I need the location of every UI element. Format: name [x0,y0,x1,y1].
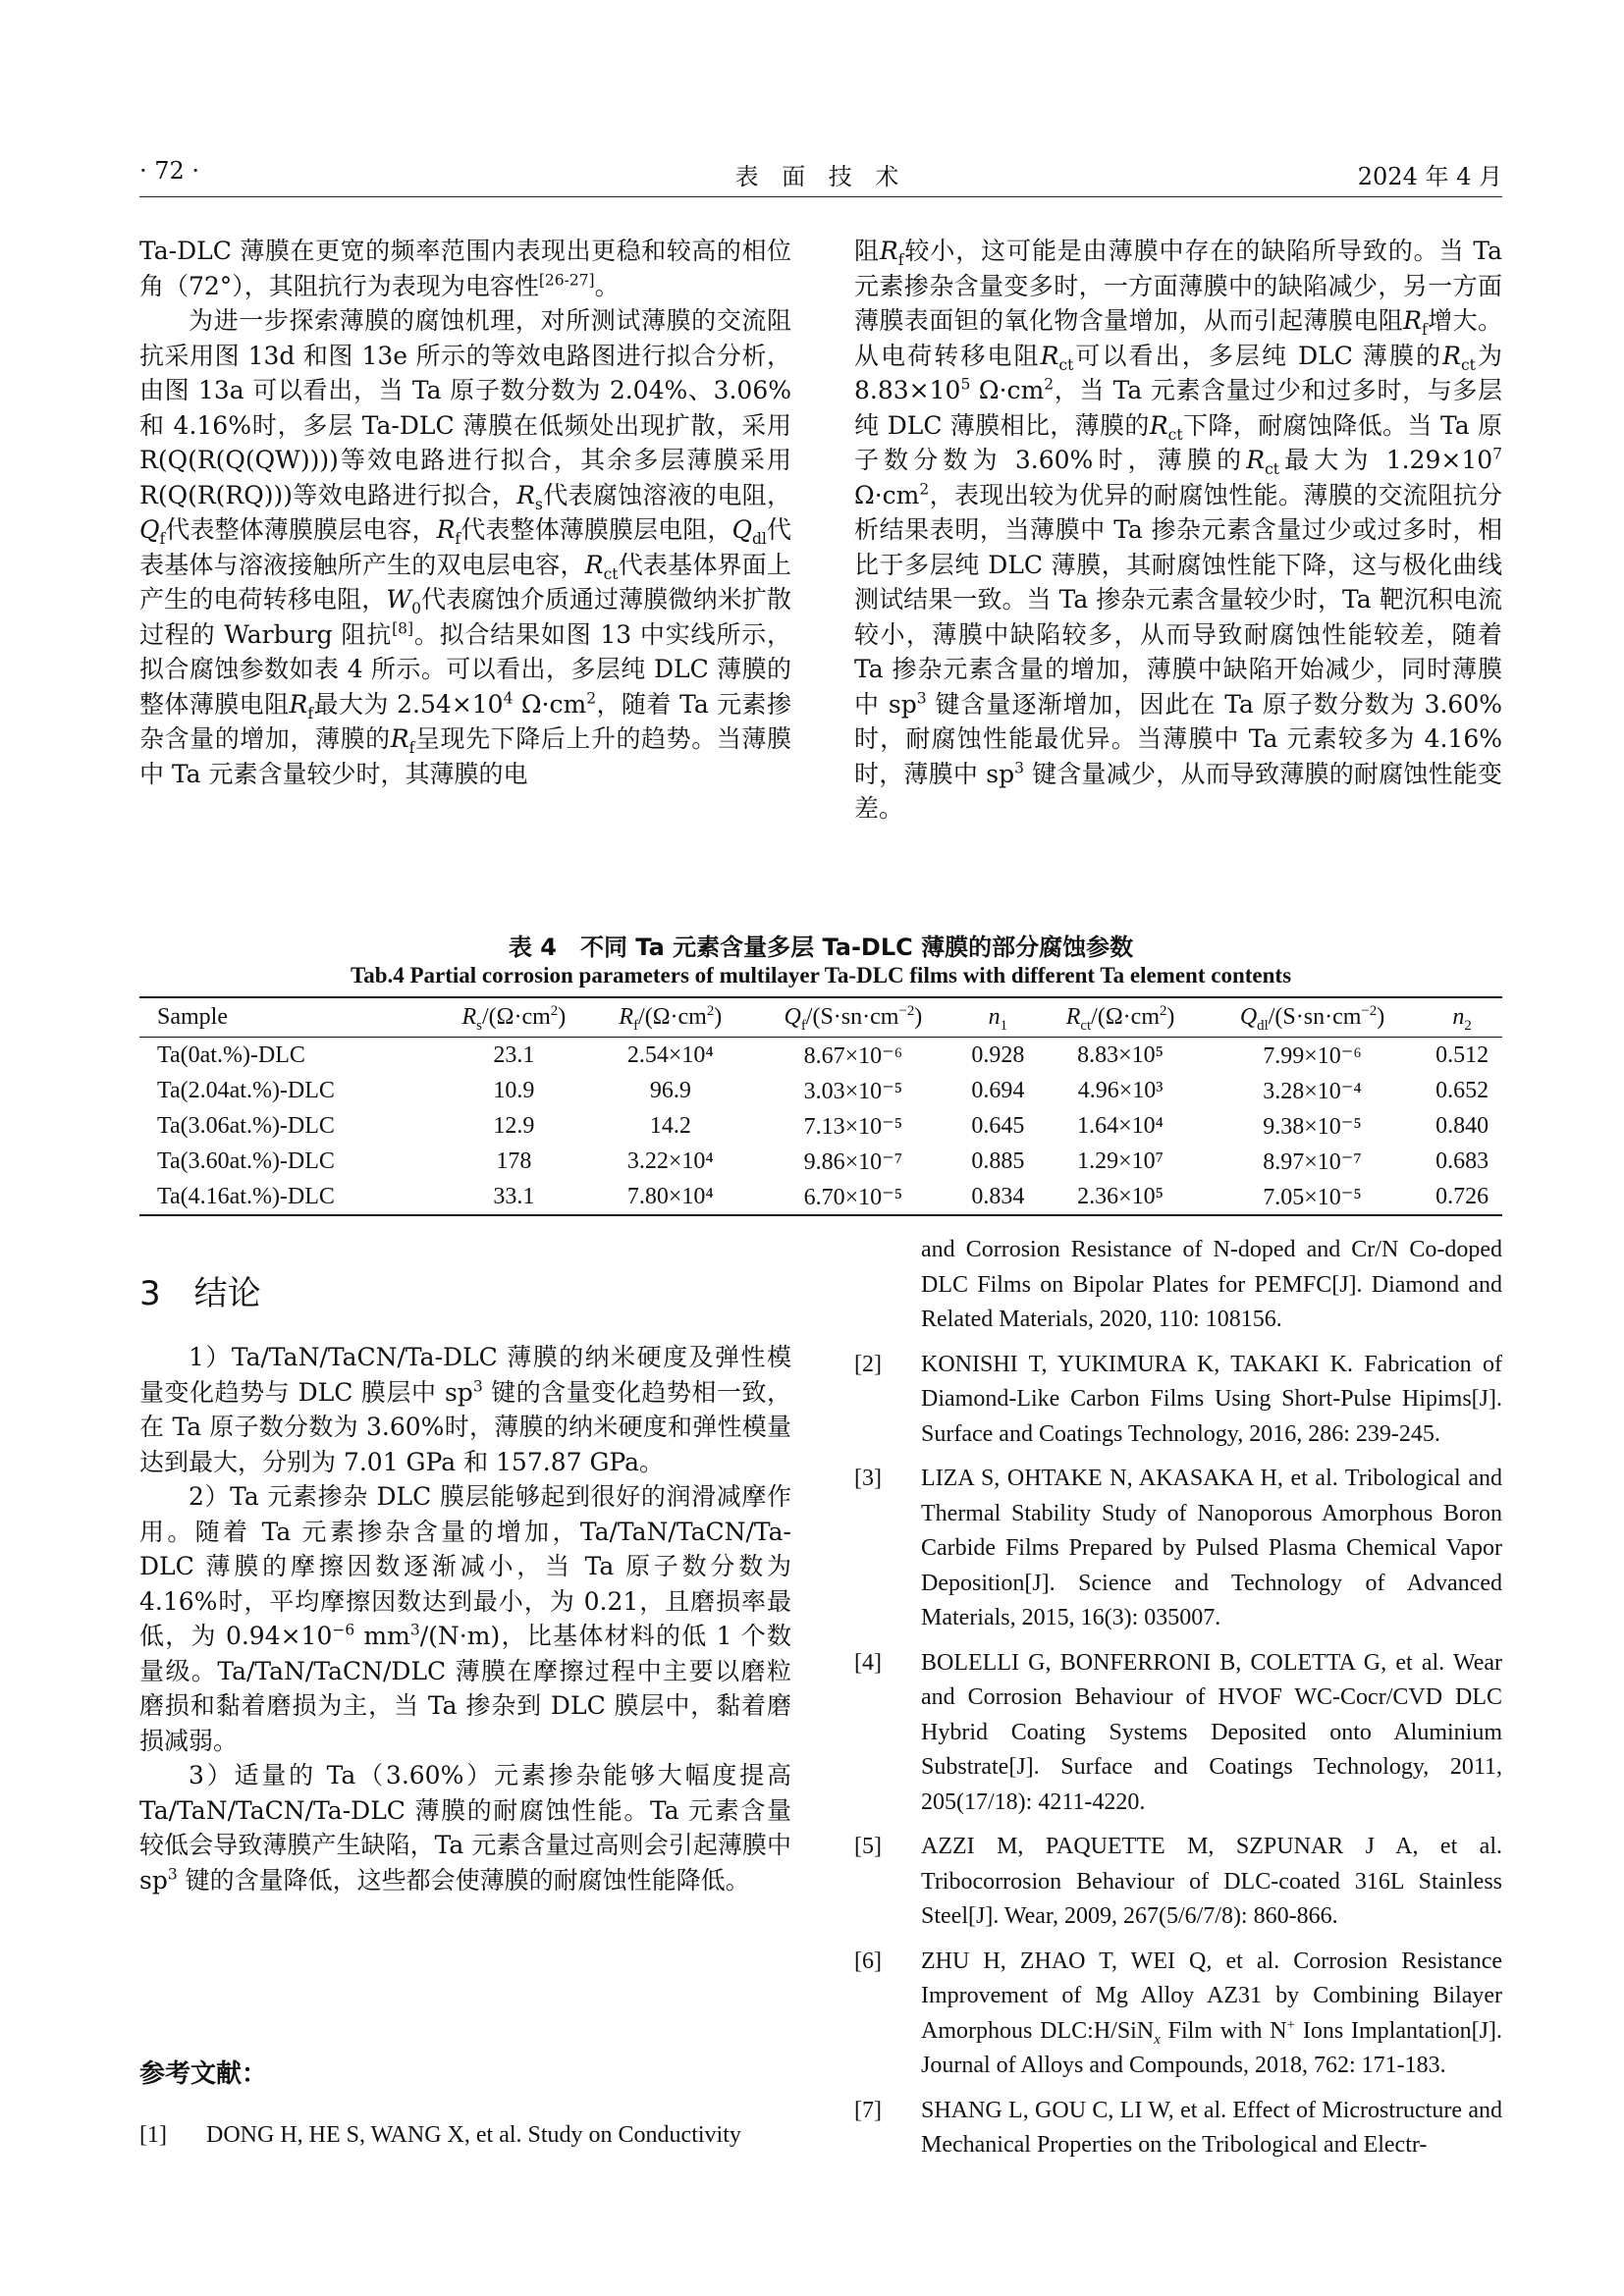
table-header-row [139,997,1502,1038]
table-cell: 0.840 [1435,1112,1489,1139]
table-cell: 2.36×10⁵ [1077,1183,1164,1209]
reference-item: [2] KONISHI T, YUKIMURA K, TAKAKI K. Fabrication of Diamond-Like Carbon Films Using Short-Pulse Hipims[J]. Surface and Coatings Technology, 2016, 286: 239-245. [854,1351,1502,1447]
table-cell: 8.97×10⁻⁷ [1263,1148,1362,1175]
conclusion-text [139,1340,791,1897]
body-left-column [139,234,791,791]
table-cell: 3.22×10⁴ [626,1148,714,1174]
table-cell: Ta(3.60at.%)-DLC [157,1148,335,1174]
col-header: $n_2$ [1452,1004,1472,1034]
table-cell: 10.9 [493,1077,535,1103]
col-header: $R_s/(\Omega\cdot cm^2)$ [461,1003,567,1034]
col-header: $R_f/(\Omega\cdot cm^2)$ [619,1003,723,1034]
table-caption-en: Tab.4 Partial corrosion parameters of multilayer Ta-DLC films with different Ta element contents [350,963,1292,988]
table-cell: 0.694 [971,1077,1025,1103]
table-cell: Ta(4.16at.%)-DLC [157,1183,335,1209]
references-heading: 参考文献： [139,2059,268,2089]
table-cell: 0.683 [1435,1148,1489,1174]
table-cell: 4.96×10³ [1077,1077,1164,1103]
issue-date: 2024 年 4 月 [1357,163,1502,190]
paragraph: 1）Ta/TaN/TaCN/Ta-DLC 薄膜的纳米硬度及弹性模量变化趋势与 DLC 膜层中 $sp^3$ 键的含量变化趋势相一致，在 Ta 原子数分数为 3.60%时，薄膜的纳米硬度和弹性模量达到最大，分别为 7.01 GPa 和 157.87 GPa。 [139,1343,791,1476]
page-number: · 72 · [139,157,200,185]
journal-title: 表 面 技 术 [734,163,907,190]
table-cell: 0.885 [971,1148,1025,1174]
table-cell: 0.512 [1435,1041,1489,1068]
col-header: $n_1$ [988,1004,1008,1034]
reference-item: [7] SHANG L, GOU C, LI W, et al. Effect of Microstructure and Mechanical Properties on the Tribological and Electr- [854,2097,1502,2158]
table-row [139,1073,1502,1108]
paragraph: 为进一步探索薄膜的腐蚀机理，对所测试薄膜的交流阻抗采用图 13d 和图 13e 所示的等效电路图进行拟合分析，由图 13a 可以看出，当 Ta 原子数分数为 2.04%、3.06%和 4.16%时，多层 Ta-DLC 薄膜在低频处出现扩散，采用 R(Q(R(Q(QW))))等效电路进行拟合，其余多层薄膜采用 R(Q(R(RQ)))等效电路进行拟合，$R_s$代表腐蚀溶液的电阻，$Q_f$代表整体薄膜膜层电容，$R_f$代表整体薄膜膜层电阻，$Q_{dl}$代表基体与溶液接触所产生的双电层电容，$R_{ct}$代表基体界面上产生的电荷转移电阻，$W_0$代表腐蚀介质通过薄膜微纳米扩散过程的 Warburg 阻抗[8]。拟合结果如图 13 中实线所示，拟合腐蚀参数如表 4 所示。可以看出，多层纯 DLC 薄膜的整体薄膜电阻$R_f$最大为 $2.54\times 10^4$ $\Omega\cdot cm^2$，随着 Ta 元素掺杂含量的增加，薄膜的$R_f$呈现先下降后上升的趋势。当薄膜中 Ta 元素含量较少时，其薄膜的电 [139,306,792,788]
table-cell: 9.86×10⁻⁷ [803,1148,903,1175]
reference-item: [1] DONG H, HE S, WANG X, et al. Study on Conductivity [139,2122,741,2148]
table-cell: 3.03×10⁻⁵ [803,1078,903,1104]
table-cell: 7.99×10⁻⁶ [1263,1042,1362,1069]
body-right-column [854,234,1502,827]
table-row [139,1144,1502,1179]
section-heading-conclusion: 3 结论 [139,1274,261,1313]
table-cell: 8.67×10⁻⁶ [803,1042,903,1069]
table-cell: 0.645 [971,1112,1025,1139]
table-caption-cn: 表 4 不同 Ta 元素含量多层 Ta-DLC 薄膜的部分腐蚀参数 [508,934,1134,961]
table-cell: 96.9 [649,1077,691,1103]
table-cell: 23.1 [493,1041,535,1068]
paragraph: 3）适量的 Ta（3.60%）元素掺杂能够大幅度提高 Ta/TaN/TaCN/Ta-DLC 薄膜的耐腐蚀性能。Ta 元素含量较低会导致薄膜产生缺陷，Ta 元素含量过高则会引起薄膜中 $sp^3$ 键的含量降低，这些都会使薄膜的耐腐蚀性能降低。 [139,1761,791,1895]
references-left [139,2118,791,2163]
table-cell: 0.834 [971,1183,1025,1209]
reference-continuation: and Corrosion Resistance of N-doped and Cr/N Co-doped DLC Films on Bipolar Plates for PEMFC[J]. Diamond and Related Materials, 2020, 110: 108156. [921,1237,1502,1332]
table-cell: 0.726 [1435,1183,1489,1209]
table-cell: Ta(3.06at.%)-DLC [157,1112,335,1139]
col-header: $Q_{dl}/(S\cdot sn\cdot cm^{-2})$ [1239,1003,1385,1034]
table-cell: 0.928 [971,1041,1025,1068]
table-cell: 1.29×10⁷ [1077,1148,1164,1174]
table-cell: Ta(0at.%)-DLC [157,1041,305,1068]
reference-item: [3] LIZA S, OHTAKE N, AKASAKA H, et al. Tribological and Thermal Stability Study of Nanoporous Amorphous Boron Carbide Films Prepared by Pulsed Plasma Chemical Vapor Deposition[J]. Science and Technology of Advanced Materials, 2015, 16(3): 035007. [854,1466,1502,1630]
paragraph: Ta-DLC 薄膜在更宽的频率范围内表现出更稳和较高的相位角（72°），其阻抗行为表现为电容性[26-27]。 [139,237,791,300]
table-cell: 33.1 [493,1183,535,1209]
table-row [139,1108,1502,1144]
table-cell: 3.28×10⁻⁴ [1263,1078,1362,1104]
table-cell: 0.652 [1435,1077,1489,1103]
table-row [139,1038,1502,1074]
table-cell: 1.64×10⁴ [1077,1112,1164,1139]
col-header: $R_{ct}/(\Omega\cdot cm^2)$ [1065,1003,1175,1034]
running-header [139,157,1502,196]
table-cell: Ta(2.04at.%)-DLC [157,1077,335,1103]
paragraph: 2）Ta 元素掺杂 DLC 膜层能够起到很好的润滑减摩作用。随着 Ta 元素掺杂含量的增加，Ta/TaN/TaCN/Ta-DLC 薄膜的摩擦因数逐渐减小，当 Ta 原子数分数为 4.16%时，平均摩擦因数达到最小，为 0.21，且磨损率最低，为 $0.94\times 10^{-6}$ $mm^3/(N\cdot m)$，比基体材料的低 1 个数量级。Ta/TaN/TaCN/DLC 薄膜在摩擦过程中主要以磨粒磨损和黏着磨损为主，当 Ta 掺杂到 DLC 膜层中，黏着磨损减弱。 [139,1482,792,1755]
table-cell: 12.9 [493,1112,535,1139]
col-header: $Q_f/(S\cdot sn\cdot cm^{-2})$ [784,1003,923,1034]
table-cell: 7.80×10⁴ [626,1183,714,1209]
references-right [854,1233,1502,2173]
table-cell: 7.13×10⁻⁵ [803,1113,903,1140]
header-rule [139,196,1502,197]
paragraph: 阻$R_f$较小，这可能是由薄膜中存在的缺陷所导致的。当 Ta 元素掺杂含量变多时，一方面薄膜中的缺陷减少，另一方面薄膜表面钽的氧化物含量增加，从而引起薄膜电阻$R_f$增大。从电荷转移电阻$R_{ct}$可以看出，多层纯 DLC 薄膜的$R_{ct}$为 $8.83\times 10^5$ $\Omega\cdot cm^2$，当 Ta 元素含量过少和过多时，与多层纯 DLC 薄膜相比，薄膜的$R_{ct}$下降，耐腐蚀降低。当 Ta 原子数分数为 3.60%时，薄膜的$R_{ct}$最大为 $1.29\times 10^7$ $\Omega\cdot cm^2$，表现出较为优异的耐腐蚀性能。薄膜的交流阻抗分析结果表明，当薄膜中 Ta 掺杂元素含量过少或过多时，相比于多层纯 DLC 薄膜，其耐腐蚀性能下降，这与极化曲线测试结果一致。当 Ta 掺杂元素含量较少时，Ta 靶沉积电流较小，薄膜中缺陷较多，从而导致耐腐蚀性能较差，随着 Ta 掺杂元素含量的增加，薄膜中缺陷开始减少，同时薄膜中 $sp^3$ 键含量逐渐增加，因此在 Ta 原子数分数为 3.60%时，耐腐蚀性能最优异。当薄膜中 Ta 元素较多为 4.16%时，薄膜中 $sp^3$ 键含量减少，从而导致薄膜的耐腐蚀性能变差。 [854,237,1503,823]
col-header: Sample [157,1004,228,1030]
table-cell: 8.83×10⁵ [1077,1041,1164,1068]
table-cell: 14.2 [649,1112,691,1139]
table-cell: 2.54×10⁴ [626,1041,714,1068]
reference-item: [5] AZZI M, PAQUETTE M, SZPUNAR J A, et al. Tribocorrosion Behaviour of DLC-coated 316L Stainless Steel[J]. Wear, 2009, 267(5/6/7/8): 860-866. [854,1834,1502,1929]
reference-item: [6] ZHU H, ZHAO T, WEI Q, et al. Corrosion Resistance Improvement of Mg Alloy AZ31 by Combining Bilayer Amorphous DLC:H/SiN$_x$ Film with N+ Ions Implantation[J]. Journal of Alloys and Compounds, 2018, 762: 171-183. [854,1948,1502,2078]
table-cell: 6.70×10⁻⁵ [803,1184,903,1210]
corrosion-parameters-table [139,996,1502,1216]
table-cell: 7.05×10⁻⁵ [1263,1184,1362,1210]
table-cell: 178 [496,1148,532,1174]
table-row [139,1179,1502,1215]
reference-item: [4] BOLELLI G, BONFERRONI B, COLETTA G, et al. Wear and Corrosion Behaviour of HVOF WC-Cocr/CVD DLC Hybrid Coating Systems Deposited onto Aluminium Substrate[J]. Surface and Coatings Technology, 2011, 205(17/18): 4211-4220. [854,1649,1502,1815]
table-cell: 9.38×10⁻⁵ [1263,1113,1362,1140]
